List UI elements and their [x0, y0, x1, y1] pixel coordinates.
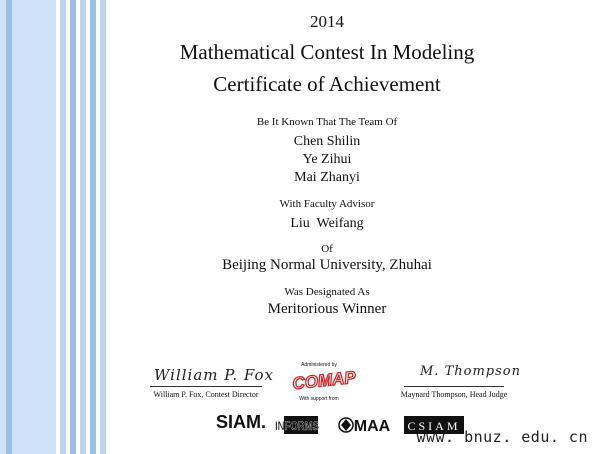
- informs-logo: [270, 414, 320, 436]
- director-signature: William P. Fox: [154, 366, 274, 384]
- maa-logo: [338, 414, 394, 436]
- team-member: Ye Zihui: [302, 152, 352, 167]
- team-member: Mai Zhanyi: [294, 170, 360, 185]
- judge-caption: Maynard Thompson, Head Judge: [400, 390, 508, 399]
- maa-logo-text: MAA: [353, 418, 391, 435]
- maa-emblem-icon: [339, 418, 353, 432]
- support-label: With support from: [299, 396, 339, 402]
- director-caption: William P. Fox, Contest Director: [153, 390, 259, 399]
- administered-by-label: Administered by: [301, 362, 337, 368]
- institution-name: Beijing Normal University, Zhuhai: [222, 257, 432, 273]
- comap-logo-text: COMAP: [291, 367, 357, 394]
- award-designation: Meritorious Winner: [267, 301, 387, 317]
- informs-logo-text: INFORMS: [275, 419, 319, 433]
- csiam-logo-text: CSIAM: [407, 419, 461, 433]
- certificate-title: Certificate of Achievement: [213, 72, 441, 96]
- of-label: Of: [321, 243, 333, 255]
- certificate-year: 2014: [310, 12, 344, 31]
- comap-logo: [291, 367, 357, 394]
- faculty-advisor: Liu Weifang: [290, 216, 364, 231]
- team-intro: Be It Known That The Team Of: [256, 116, 398, 128]
- signature-line: [404, 386, 504, 387]
- decorative-stripes: [0, 0, 112, 454]
- signature-line: [150, 386, 262, 387]
- judge-signature: M. Thompson: [420, 364, 521, 379]
- advisor-intro: With Faculty Advisor: [279, 198, 375, 210]
- team-member: Chen Shilin: [293, 134, 361, 149]
- siam-logo: SIAM.: [216, 412, 267, 432]
- designation-intro: Was Designated As: [284, 286, 370, 298]
- contest-title: Mathematical Contest In Modeling: [179, 40, 475, 64]
- certificate: [112, 0, 600, 454]
- website-watermark: www. bnuz. edu. cn: [416, 428, 588, 446]
